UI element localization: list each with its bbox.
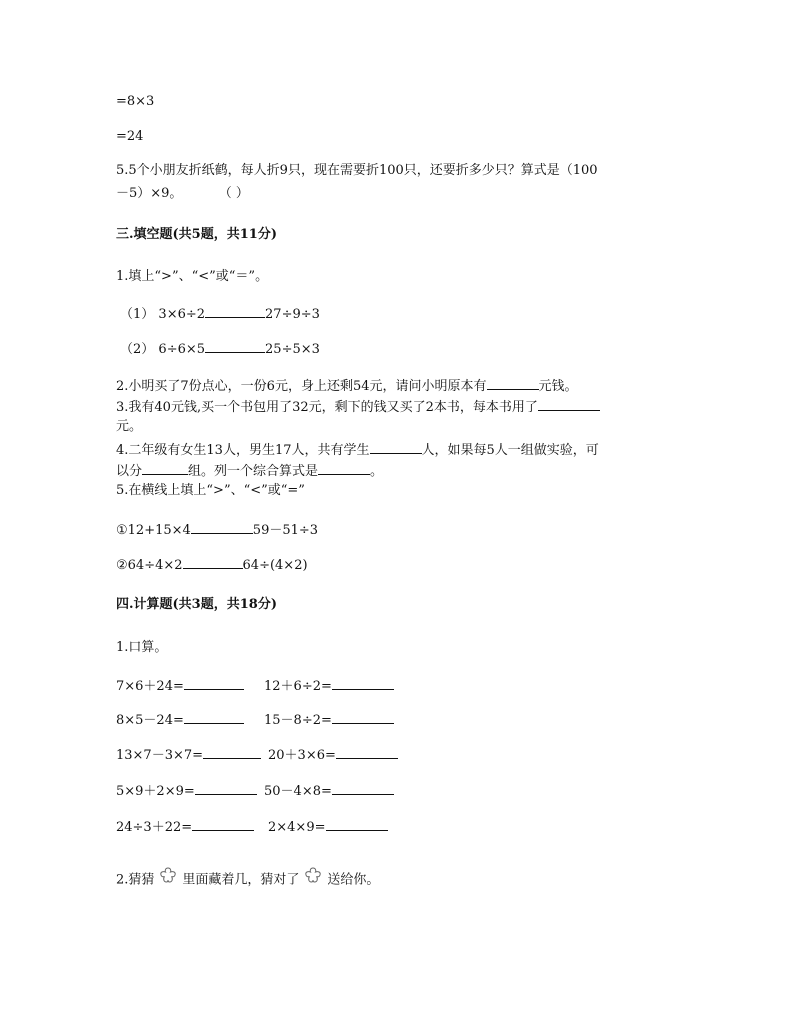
oral-calc-item [264, 782, 394, 800]
oral-calc-item [116, 818, 254, 836]
oral-calc-item [264, 711, 394, 729]
calc-q2 [116, 870, 379, 890]
question-text: 。 [370, 464, 384, 479]
left-expression: 6÷6×5 [158, 342, 206, 357]
fill-q5-part-2 [116, 556, 308, 574]
expression: 15－8÷2= [264, 713, 332, 728]
fill-q3-line-1 [116, 398, 600, 416]
question-text: 送给你。 [327, 872, 380, 888]
right-expression: 59－51÷3 [252, 523, 319, 538]
answer-blank[interactable] [195, 782, 257, 795]
section-4-title: 四.计算题(共3题，共18分) [116, 597, 277, 612]
answer-blank[interactable] [184, 711, 244, 724]
right-expression: 27÷9÷3 [265, 307, 320, 322]
fill-q1-part-1 [120, 305, 320, 323]
left-expression: 3×6÷2 [158, 307, 206, 322]
question-text: 人，如果每5人一组做实验，可 [421, 443, 599, 458]
part-label: （1） [120, 307, 155, 322]
expression: 12＋6÷2= [264, 679, 332, 694]
answer-blank[interactable] [205, 340, 265, 353]
question-text: 以分 [116, 464, 143, 479]
oral-calc-item [264, 677, 394, 695]
answer-blank[interactable] [142, 462, 188, 475]
answer-blank[interactable] [191, 521, 253, 534]
question-text: 元钱。 [538, 379, 578, 394]
right-expression: 25÷5×3 [265, 342, 320, 357]
question-text: 2.猜猜 [116, 872, 155, 888]
answer-blank[interactable] [370, 441, 422, 454]
judge-question-5-line-2 [116, 186, 249, 202]
question-text: 里面藏着几，猜对了 [182, 872, 300, 888]
expression: 24÷3＋22= [116, 820, 193, 835]
fill-q3-line-2: 元。 [116, 419, 143, 434]
judge-question-5-text: －5）×9。 [116, 186, 183, 201]
answer-blank[interactable] [192, 818, 254, 831]
fill-q5-part-1 [116, 521, 318, 539]
oral-calc-item [268, 818, 388, 836]
answer-blank[interactable] [332, 711, 394, 724]
oral-calc-item [116, 782, 257, 800]
question-text: 组。列一个综合算式是 [188, 464, 319, 479]
answer-blank[interactable] [538, 398, 600, 411]
flower-icon [303, 866, 323, 886]
expression: 7×6＋24= [116, 679, 184, 694]
right-expression: 64÷(4×2) [242, 558, 308, 573]
solution-line-2: =24 [116, 129, 144, 144]
question-text: 4.二年级有女生13人，男生17人，共有学生 [116, 443, 370, 458]
fill-q4-line-1 [116, 441, 599, 459]
left-expression: ②64÷4×2 [116, 558, 183, 573]
expression: 20＋3×6= [268, 748, 336, 763]
answer-blank[interactable] [183, 556, 243, 569]
part-label: （2） [120, 342, 155, 357]
calc-q1-stem: 1.口算。 [116, 640, 168, 655]
expression: 13×7－3×7= [116, 748, 204, 763]
answer-parentheses[interactable]: （ ） [218, 186, 249, 201]
answer-blank[interactable] [205, 305, 265, 318]
fill-q5-stem: 5.在横线上填上“>”、“<”或“=” [116, 483, 305, 498]
left-expression: ①12+15×4 [116, 523, 191, 538]
answer-blank[interactable] [332, 677, 394, 690]
expression: 2×4×9= [268, 820, 326, 835]
fill-q1-stem: 1.填上“>”、“<”或“＝”。 [116, 269, 269, 284]
oral-calc-item [268, 746, 398, 764]
oral-calc-item [116, 746, 261, 764]
solution-line-1: =8×3 [116, 94, 155, 109]
oral-calc-item [116, 677, 244, 695]
section-3-title: 三.填空题(共5题，共11分) [116, 227, 277, 242]
judge-question-5-line-1: 5.5个小朋友折纸鹤，每人折9只，现在需要折100只，还要折多少只？算式是（100 [116, 163, 598, 178]
answer-blank[interactable] [332, 782, 394, 795]
oral-calc-item [116, 711, 244, 729]
flower-icon [158, 866, 178, 886]
expression: 5×9＋2×9= [116, 784, 195, 799]
answer-blank[interactable] [184, 677, 244, 690]
question-text: 2.小明买了7份点心，一份6元，身上还剩54元，请问小明原本有 [116, 379, 487, 394]
expression: 8×5－24= [116, 713, 184, 728]
answer-blank[interactable] [318, 462, 370, 475]
fill-q1-part-2 [120, 340, 320, 358]
answer-blank[interactable] [326, 818, 388, 831]
answer-blank[interactable] [336, 746, 398, 759]
expression: 50－4×8= [264, 784, 332, 799]
fill-q2 [116, 377, 578, 395]
answer-blank[interactable] [203, 746, 261, 759]
question-text: 3.我有40元钱,买一个书包用了32元，剩下的钱又买了2本书，每本书用了 [116, 400, 538, 415]
answer-blank[interactable] [487, 377, 539, 390]
fill-q4-line-2 [116, 462, 383, 480]
